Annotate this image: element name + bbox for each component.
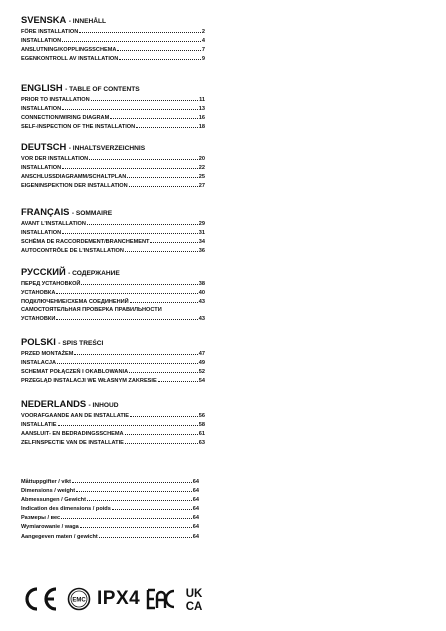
toc-entry	[21, 279, 205, 288]
section-language: DEUTSCH	[21, 141, 67, 152]
entry-page: 18	[198, 124, 205, 131]
entry-page: 29	[198, 221, 205, 227]
entry-title: INSTALLATION	[21, 38, 62, 45]
dimension-entry	[21, 532, 199, 541]
dot-leader	[74, 349, 197, 355]
dot-leader	[61, 513, 192, 519]
dot-leader	[62, 36, 201, 42]
entry-title: CONNECTION/WIRING DIAGRAM	[21, 115, 110, 122]
dot-leader	[117, 45, 200, 51]
entry-title: INSTALLATION	[21, 165, 62, 172]
entry-title: Dimensions / weight	[21, 488, 76, 495]
entry-title: AANSLUIT- EN BEDRADINGSSCHEMA	[21, 431, 124, 438]
entry-title: INSTALACJA	[21, 360, 57, 367]
ukca-bottom: CA	[185, 601, 203, 612]
dot-leader	[58, 420, 198, 426]
section-title	[21, 141, 205, 154]
entry-page: 64	[192, 497, 199, 504]
entry-page: 56	[198, 413, 205, 419]
entry-title: INSTALLATIE	[21, 422, 57, 429]
dot-leader	[87, 495, 192, 501]
toc-entry	[21, 288, 205, 297]
entry-title: Aangegeven maten / gewicht	[21, 533, 98, 540]
dot-leader	[136, 122, 198, 128]
entry-title: Abmessungen / Gewicht	[21, 497, 86, 504]
toc-entry	[21, 27, 205, 36]
toc-entry	[21, 314, 205, 323]
section-subtitle: - INHOUD	[88, 402, 119, 409]
entry-page: 52	[198, 369, 205, 376]
toc-entry	[21, 36, 205, 45]
entry-page: 7	[201, 47, 205, 54]
entry-title: Размеры / вес	[21, 515, 61, 522]
entry-page: 9	[201, 56, 205, 63]
dot-leader	[56, 288, 197, 294]
entry-title: УСТАНОВКИ	[21, 316, 56, 323]
entry-title: PRIOR TO INSTALLATION	[21, 97, 90, 103]
entry-title: SELF-INSPECTION OF THE INSTALLATION	[21, 124, 136, 131]
toc-entry	[21, 349, 205, 358]
toc-entry	[21, 429, 205, 438]
section-title	[21, 336, 205, 349]
entry-page: 11	[199, 97, 205, 103]
ukca-top: UK	[185, 588, 203, 600]
section-subtitle: - SOMMAIRE	[71, 210, 113, 217]
entry-title: УСТАНОВКА	[21, 290, 56, 297]
entry-page: 34	[198, 239, 205, 246]
entry-title: VOR DER INSTALLATION	[21, 156, 89, 162]
entry-page: 64	[192, 506, 199, 513]
certification-marks	[21, 582, 212, 616]
toc-entry	[21, 95, 205, 104]
dimension-entry	[21, 504, 199, 513]
toc-entry	[21, 297, 205, 306]
toc-entry	[21, 45, 205, 54]
toc-entry	[21, 154, 205, 163]
toc-section	[21, 206, 205, 255]
toc-entry	[21, 113, 205, 122]
dimension-entry	[21, 522, 199, 531]
dot-leader	[62, 104, 198, 110]
dot-leader	[125, 429, 198, 435]
entry-title: САМОСТОЯТЕЛЬНАЯ ПРОВЕРКА ПРАВИЛЬНОСТИ	[21, 307, 162, 314]
entry-page: 36	[198, 248, 205, 255]
toc-entry	[21, 181, 205, 190]
entry-title: INSTALLATION	[21, 106, 62, 113]
section-subtitle: - TABLE OF CONTENTS	[65, 86, 140, 93]
entry-page: 64	[192, 515, 199, 522]
dot-leader	[76, 486, 192, 492]
section-language: РУССКИЙ	[21, 266, 66, 277]
dot-leader	[89, 154, 198, 160]
toc-entry	[21, 376, 205, 385]
entry-title: Måttuppgifter / vikt	[21, 479, 72, 485]
entry-title: SCHÉMA DE RACCORDEMENT/BRANCHEMENT	[21, 239, 150, 246]
ukca-mark-icon	[182, 586, 206, 612]
entry-title: ZELFINSPECTIE VAN DE INSTALLATIE	[21, 440, 124, 447]
toc-entry	[21, 237, 205, 246]
dot-leader	[125, 438, 198, 444]
toc-entry	[21, 367, 205, 376]
dot-leader	[129, 181, 198, 187]
dot-leader	[110, 113, 198, 119]
toc-entry	[21, 358, 205, 367]
dot-leader	[119, 54, 201, 60]
entry-page: 47	[198, 351, 205, 357]
dot-leader	[91, 95, 198, 101]
dot-leader	[72, 477, 192, 483]
dot-leader	[56, 314, 197, 320]
dimension-entry	[21, 495, 199, 504]
entry-title: FÖRE INSTALLATION	[21, 29, 79, 35]
entry-title: EIGENINSPEKTION DER INSTALLATION	[21, 183, 128, 190]
entry-page: 54	[198, 378, 205, 385]
entry-title: PRZED MONTAŻEM	[21, 351, 74, 357]
entry-page: 43	[198, 316, 205, 323]
entry-title: VOORAFGAANDE AAN DE INSTALLATIE	[21, 413, 130, 419]
toc-entry	[21, 411, 205, 420]
entry-page: 64	[192, 524, 199, 531]
emc-mark-icon	[67, 587, 91, 611]
toc-entry	[21, 219, 205, 228]
entry-page: 27	[198, 183, 205, 190]
section-language: FRANÇAIS	[21, 206, 70, 217]
entry-title: AUTOCONTRÔLE DE L'INSTALLATION	[21, 248, 124, 255]
entry-title: Wymiarowanie / waga	[21, 524, 79, 531]
entry-page: 61	[198, 431, 205, 438]
section-subtitle: - СОДЕРЖАНИЕ	[68, 270, 120, 277]
entry-title: AVANT L'INSTALLATION	[21, 221, 86, 227]
entry-page: 31	[198, 230, 205, 237]
entry-page: 25	[198, 174, 205, 181]
dimension-entry	[21, 477, 199, 486]
toc-entry	[21, 122, 205, 131]
dot-leader	[129, 367, 198, 373]
entry-page: 43	[198, 299, 205, 306]
entry-title: PRZEGLĄD INSTALACJI WE WŁASNYM ZAKRESIE	[21, 378, 157, 385]
section-language: POLSKI	[21, 336, 56, 347]
section-language: SVENSKA	[21, 14, 67, 25]
dot-leader	[99, 532, 192, 538]
entry-page: 22	[198, 165, 205, 172]
section-title	[21, 266, 205, 279]
eac-mark-icon	[146, 588, 176, 610]
toc-entry	[21, 438, 205, 447]
entry-title: EGENKONTROLL AV INSTALLATION	[21, 56, 119, 63]
dot-leader	[130, 297, 198, 303]
toc-section	[21, 82, 205, 131]
dimension-entry	[21, 486, 199, 495]
section-title	[21, 398, 205, 411]
entry-page: 49	[198, 360, 205, 367]
dot-leader	[79, 27, 201, 33]
entry-title: ПЕРЕД УСТАНОВКОЙ	[21, 281, 81, 287]
entry-page: 16	[198, 115, 205, 122]
entry-title: ANSLUTNING/KOPPLINGSSCHEMA	[21, 47, 117, 54]
dot-leader	[130, 411, 198, 417]
dot-leader	[62, 163, 198, 169]
entry-page: 64	[192, 533, 199, 540]
toc-section	[21, 398, 205, 447]
entry-page: 64	[192, 479, 199, 485]
toc-entry	[21, 104, 205, 113]
toc-entry	[21, 228, 205, 237]
entry-page: 2	[201, 29, 205, 35]
entry-page: 40	[198, 290, 205, 297]
entry-title: Indication des dimensions / poids	[21, 506, 111, 513]
section-language: ENGLISH	[21, 82, 63, 93]
dot-leader	[62, 228, 198, 234]
dimension-entry	[21, 513, 199, 522]
dot-leader	[87, 219, 198, 225]
dot-leader	[112, 504, 192, 510]
dot-leader	[80, 522, 192, 528]
entry-page: 38	[198, 281, 205, 287]
section-subtitle: - SPIS TREŚCI	[58, 340, 104, 347]
entry-page: 20	[198, 156, 205, 162]
entry-page: 58	[198, 422, 205, 429]
toc-section	[21, 141, 205, 190]
ipx4-rating: IPX4	[97, 588, 141, 609]
ce-mark-icon	[21, 586, 61, 612]
toc-entry	[21, 172, 205, 181]
toc-section	[21, 14, 205, 63]
toc-section	[21, 266, 205, 323]
entry-title: ПОДКЛЮЧЕНИЕ/СХЕМА СОЕДИНЕНИЙ	[21, 299, 129, 306]
toc-entry	[21, 306, 205, 314]
section-title	[21, 14, 205, 27]
section-title	[21, 82, 205, 95]
section-subtitle: - INHALTSVERZEICHNIS	[68, 145, 146, 152]
section-subtitle: - INNEHÅLL	[68, 18, 107, 25]
entry-page: 4	[201, 38, 205, 45]
toc-entry	[21, 246, 205, 255]
entry-page: 13	[198, 106, 205, 113]
entry-page: 63	[198, 440, 205, 447]
toc-entry	[21, 420, 205, 429]
dot-leader	[57, 358, 198, 364]
entry-title: ANSCHLUSSDIAGRAMM/SCHALTPLAN	[21, 174, 127, 181]
section-title	[21, 206, 205, 219]
entry-title: SCHEMAT POŁĄCZEŃ I OKABLOWANIA	[21, 369, 129, 376]
dot-leader	[150, 237, 197, 243]
dot-leader	[158, 376, 198, 382]
section-language: NEDERLANDS	[21, 398, 87, 409]
entry-title: INSTALLATION	[21, 230, 62, 237]
dot-leader	[81, 279, 197, 285]
toc-entry	[21, 54, 205, 63]
emc-label: EMC	[72, 597, 86, 604]
dot-leader	[125, 246, 198, 252]
dimension-list	[21, 477, 199, 541]
toc-entry	[21, 163, 205, 172]
dot-leader	[127, 172, 198, 178]
entry-page: 64	[192, 488, 199, 495]
toc-section	[21, 336, 205, 385]
